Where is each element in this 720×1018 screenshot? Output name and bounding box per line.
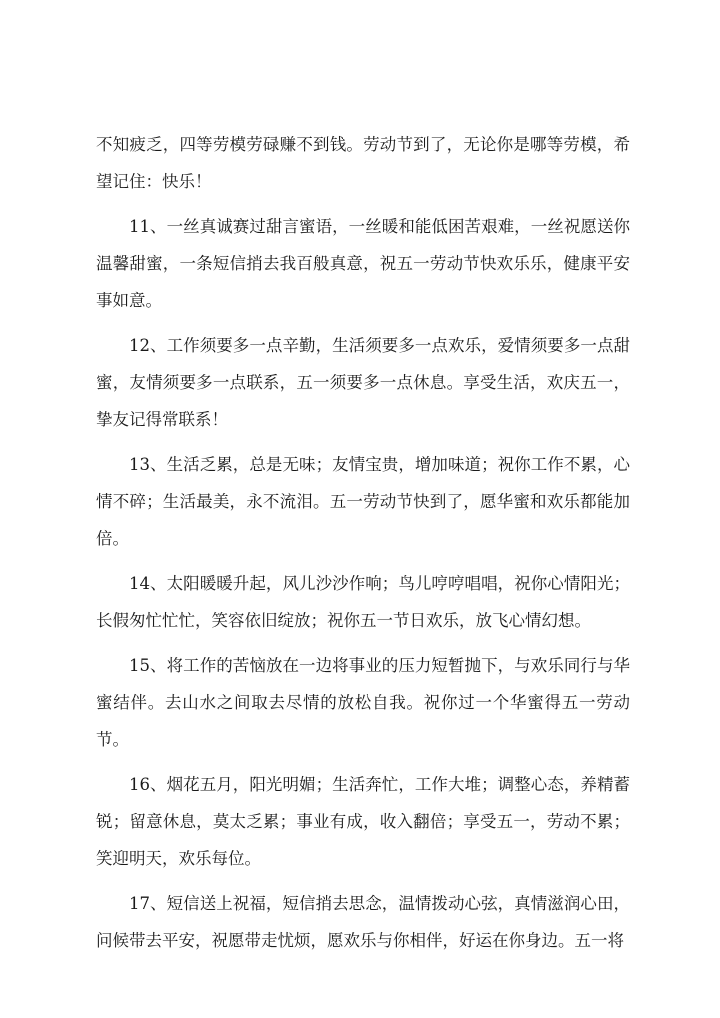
paragraph-11: 11、一丝真诚赛过甜言蜜语，一丝暖和能低困苦艰难，一丝祝愿送你温馨甜蜜，一条短信捎去我百般真意，祝五一劳动节快欢乐乐，健康平安事如意。	[96, 217, 630, 310]
paragraph-13: 13、生活乏累，总是无味；友情宝贵，增加味道；祝你工作不累，心情不碎；生活最美，永不流泪。五一劳动节快到了，愿华蜜和欢乐都能加倍。	[96, 455, 630, 548]
paragraph-15: 15、将工作的苦恼放在一边将事业的压力短暂抛下，与欢乐同行与华蜜结伴。去山水之间取去尽情的放松自我。祝你过一个华蜜得五一劳动节。	[96, 656, 630, 749]
paragraph-continued: 不知疲乏，四等劳模劳碌赚不到钱。劳动节到了，无论你是哪等劳模，希望记住：快乐！	[96, 135, 630, 191]
document-body	[96, 126, 630, 967]
paragraph-14: 14、太阳暖暖升起，风儿沙沙作响；鸟儿哼哼唱唱，祝你心情阳光；长假匆忙忙忙，笑容依旧绽放；祝你五一节日欢乐，放飞心情幻想。	[96, 574, 630, 630]
paragraph-17: 17、短信送上祝福，短信捎去思念，温情拨动心弦，真情滋润心田，问候带去平安，祝愿带走忧烦，愿欢乐与你相伴，好运在你身边。五一将	[96, 894, 630, 950]
paragraph-12: 12、工作须要多一点辛勤，生活须要多一点欢乐，爱情须要多一点甜蜜，友情须要多一点联系，五一须要多一点休息。享受生活，欢庆五一，挚友记得常联系！	[96, 336, 630, 429]
paragraph-16: 16、烟花五月，阳光明媚；生活奔忙，工作大堆；调整心态，养精蓄锐；留意休息，莫太乏累；事业有成，收入翻倍；享受五一，劳动不累；笑迎明天，欢乐每位。	[96, 775, 630, 868]
